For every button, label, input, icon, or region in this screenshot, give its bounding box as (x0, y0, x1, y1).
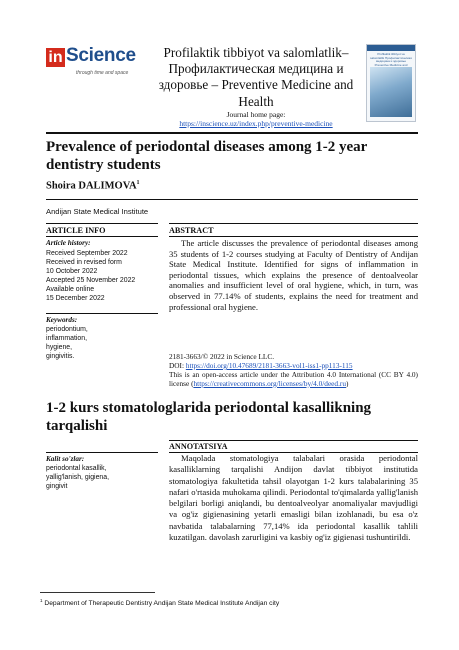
kalit-sozlar-label: Kalit so'zlar: (46, 455, 85, 463)
history-line: Available online (46, 286, 95, 293)
annotatsiya-text: Maqolada stomatologiya talabalari orasida periodontal kasalliklarning tarqalishi Andijon davlat tibbiyot institutida stomatologiya fakultetida tahsil olayotgan 1-2 kurs talabalarining 35 nafari o'rtasida muhokama qilindi. Periodontal to'qimalarda yallig'lanish belgilari borligi aniqlandi, bu dentoalveolyar anomaliyalar mavjudligi va og'iz gigienasining yetarli emasligi bilan izohlanadi, bu esa o'z navbatida talabalarning 77,14% ida periodontal kasallik tahlili kuzatilgan. davolash zarurligini va kasbiy og'iz gigienasi tushuntirildi. (169, 453, 418, 543)
abstract-heading: ABSTRACT (169, 226, 214, 235)
info-top-rule (46, 223, 158, 224)
annotatsiya-heading: ANNOTATSIYA (169, 442, 228, 451)
keyword: inflammation, (46, 335, 87, 342)
doi-label: DOI: (169, 361, 184, 370)
author-name-text: Shoira DALIMOVA (46, 180, 137, 192)
footnote-text: Department of Therapeutic Dentistry Andijan State Medical Institute Andijan city (44, 600, 280, 608)
cover-photo (370, 67, 412, 117)
journal-title: Profilaktik tibbiyot va salomlatlik– Профилактическая медицина и здоровье – Preventive Medicine and Health (158, 45, 354, 109)
keyword: hygiene, (46, 344, 73, 351)
abstract-bottom-rule (169, 236, 418, 237)
header-divider (46, 132, 418, 134)
journal-cover-image (366, 44, 416, 122)
inscience-logo (46, 45, 148, 84)
affiliation: Andijan State Medical Institute (46, 207, 149, 216)
journal-url-link[interactable]: https://inscience.uz/index.php/preventive-medicine (179, 119, 333, 128)
keywords-label: Keywords: (46, 316, 78, 324)
footnote (40, 598, 279, 607)
doi-link[interactable]: https://doi.org/10.47689/2181-3663-vol1-iss1-pp113-115 (185, 361, 353, 370)
article-title: Prevalence of periodontal diseases among 1-2 year dentistry students (46, 139, 368, 173)
abstract-top-rule (169, 223, 418, 224)
license-link[interactable]: https://creativecommons.org/licenses/by/4.0/deed.ru (193, 378, 346, 388)
keywords-rule (46, 313, 158, 314)
abstract-text: The article discusses the prevalence of periodontal diseases among 35 students of 1-2 courses studying at Faculty of Dentistry of Andijan State Medical Institute. Identified for signs of inflammation in periodontal tissues, which explains the presence of dentoalveolar anomalies and insufficient level of oral hygiene, which, in turn, was observed in 77.14% of students, explains the need for treatment and professional oral hygiene. (169, 238, 418, 312)
cover-title: Profilaktik tibbiyot va salomlatlik Профилактическая медицина и здоровье Preventive Medicine and (370, 52, 412, 67)
article-info-heading: ARTICLE INFO (46, 226, 106, 235)
author-divider (46, 199, 418, 200)
history-line: Accepted 25 November 2022 (46, 277, 136, 284)
history-line: Received in revised form (46, 259, 122, 266)
logo-science: Science (66, 45, 136, 66)
keyword-uz: gingivit (46, 483, 68, 490)
keyword: gingivitis. (46, 353, 75, 360)
article-history-label: Article history: (46, 239, 91, 247)
info-bottom-rule (46, 236, 158, 237)
keyword-uz: yallig'lanish, gigiena, (46, 474, 109, 481)
logo-in: in (46, 48, 65, 67)
logo-tagline: through time and space (76, 70, 129, 76)
kalit-sozlar-list (46, 464, 109, 491)
history-line: 15 December 2022 (46, 295, 105, 302)
issn-copyright: 2181-3663/© 2022 in Science LLC. (169, 352, 275, 361)
cover-top-bar (367, 45, 415, 51)
author-name (46, 180, 140, 192)
annotatsiya-top-rule (169, 440, 418, 441)
journal-home-label: Journal home page: (226, 110, 286, 119)
footnote-mark: 1 (40, 598, 43, 603)
license-statement: This is an open-access article under the Attribution 4.0 International (CC BY 4.0) license ( (169, 370, 418, 388)
kalit-rule (46, 452, 158, 453)
keywords-list (46, 325, 88, 361)
uzbek-title: 1-2 kurs stomatologlarida periodontal kasallikning tarqalishi (46, 400, 372, 434)
keyword-uz: periodontal kasallik, (46, 465, 107, 472)
footnote-rule (40, 592, 155, 593)
license-text (169, 371, 418, 389)
article-history (46, 249, 135, 303)
history-line: Received September 2022 (46, 250, 128, 257)
keyword: periodontium, (46, 326, 88, 333)
author-footnote-mark: 1 (136, 180, 140, 186)
license-close: ) (345, 378, 349, 388)
history-line: 10 October 2022 (46, 268, 98, 275)
